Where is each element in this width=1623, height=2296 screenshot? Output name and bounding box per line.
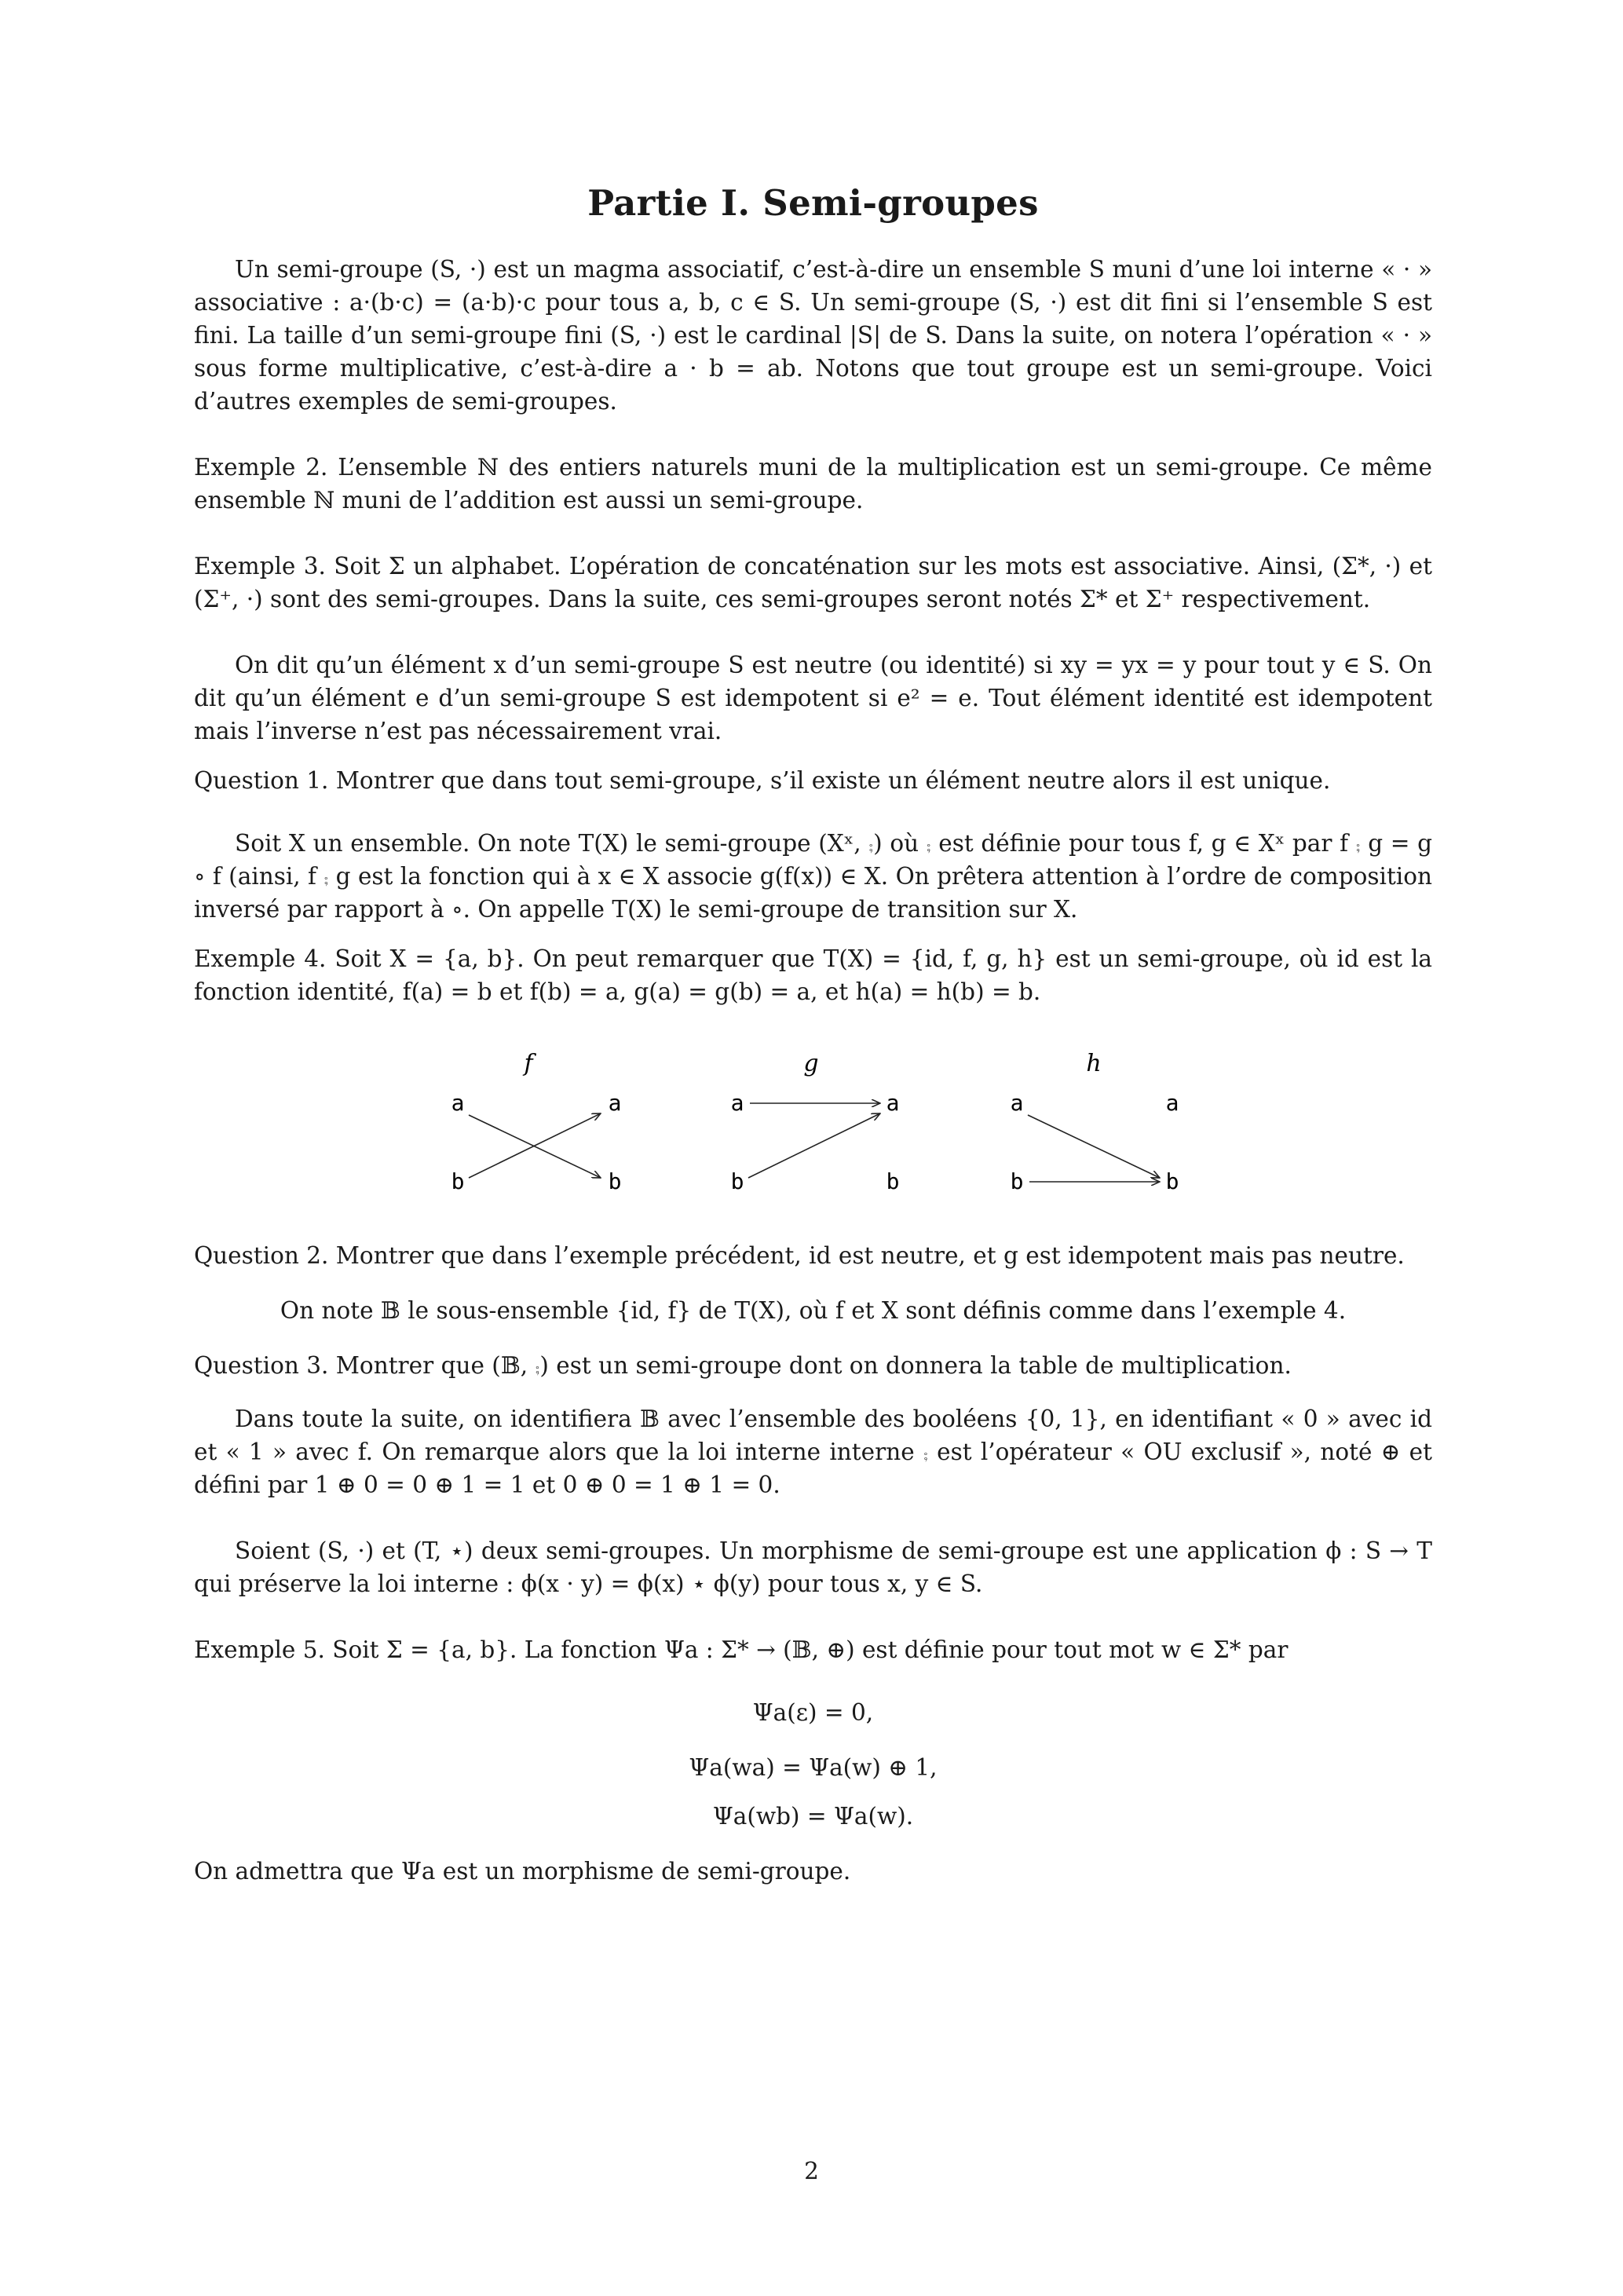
morphism-admission: On admettra que Ψa est un morphisme de semi-groupe. — [194, 1858, 851, 1885]
transition-semigroup-paragraph: Soit X un ensemble. On note T(X) le semi-groupe (Xˣ, ⨾) où ⨾ est définie pour tous f, g ∈ Xˣ par f ⨾ g = g ∘ f (ainsi, f ⨾ g est la fonction qui à x ∈ X associe g(f(x)) ∈ X. On prêtera attention à l’ordre de composition inversé par rapport à ∘. On appelle T(X) le semi-groupe de transition sur X. — [194, 830, 1432, 923]
diagram-h-node-a-left: a — [1010, 1090, 1024, 1116]
diagram-f-node-a-right: a — [608, 1090, 622, 1116]
diagram-g-node-a-left: a — [730, 1090, 744, 1116]
question-2: Question 2. Montrer que dans l’exemple précédent, id est neutre, et g est idempotent mais pas neutre. — [194, 1242, 1405, 1269]
equation-psi-epsilon: Ψa(ε) = 0, — [752, 1699, 874, 1726]
question-3: Question 3. Montrer que (𝔹, ⨾) est un semi-groupe dont on donnera la table de multiplication. — [194, 1352, 1292, 1379]
section-title: Partie I. Semi-groupes — [587, 182, 1039, 224]
example-4: Exemple 4. Soit X = {a, b}. On peut remarquer que T(X) = {id, f, g, h} est un semi-groupe, où id est la fonction identité, f(a) = b et f(b) = a, g(a) = g(b) = a, et h(a) = h(b) = b. — [194, 945, 1432, 1005]
diagram-g-node-a-right: a — [886, 1090, 900, 1116]
example-2: Exemple 2. L’ensemble ℕ des entiers naturels muni de la multiplication est un semi-groupe. Ce même ensemble ℕ muni de l’addition est aussi un semi-groupe. — [194, 454, 1432, 514]
diagram-h-node-a-right: a — [1165, 1090, 1179, 1116]
xor-paragraph: Dans toute la suite, on identifiera 𝔹 avec l’ensemble des booléens {0, 1}, en identifiant « 0 » avec id et « 1 » avec f. On remarque alors que la loi interne interne ⨾ est l’opérateur « OU exclusif », noté ⊕ et défini par 1 ⊕ 0 = 0 ⊕ 1 = 1 et 0 ⊕ 0 = 1 ⊕ 1 = 0. — [194, 1406, 1432, 1498]
page-number: 2 — [804, 2158, 819, 2184]
transition-diagrams — [194, 1036, 1432, 1209]
diagram-f-node-a-left: a — [451, 1090, 465, 1116]
neutral-idempotent-paragraph: On dit qu’un élément x d’un semi-groupe S est neutre (ou identité) si xy = yx = y pour tout y ∈ S. On dit qu’un élément e d’un semi-groupe S est idempotent si e² = e. Tout élément identité est idempotent mais l’inverse n’est pas nécessairement vrai. — [194, 652, 1432, 744]
example-5: Exemple 5. Soit Σ = {a, b}. La fonction Ψa : Σ* → (𝔹, ⊕) est définie pour tout mot w ∈ Σ* par — [194, 1636, 1289, 1663]
diagram-h-node-b-right: b — [1165, 1168, 1179, 1194]
equation-psi-wb: Ψa(wb) = Ψa(w). — [712, 1803, 914, 1830]
diagram-g-label: g — [803, 1050, 819, 1077]
question-1: Question 1. Montrer que dans tout semi-groupe, s’il existe un élément neutre alors il est unique. — [194, 767, 1331, 794]
diagram-g-node-b-left: b — [730, 1168, 744, 1194]
diagram-h-arrow-a-to-b — [1028, 1115, 1160, 1178]
example-3: Exemple 3. Soit Σ un alphabet. L’opération de concaténation sur les mots est associative. Ainsi, (Σ*, ·) et (Σ⁺, ·) sont des semi-groupes. Dans la suite, ces semi-groupes seront notés Σ* et Σ⁺ respectivement. — [194, 553, 1432, 612]
diagram-f-label: f — [524, 1050, 533, 1077]
diagram-h-label: h — [1086, 1050, 1102, 1077]
equation-psi-wa: Ψa(wa) = Ψa(w) ⊕ 1, — [689, 1754, 938, 1781]
intro-paragraph: Un semi-groupe (S, ·) est un magma associatif, c’est-à-dire un ensemble S muni d’une loi interne « · » associative : a·(b·c) = (a·b)·c pour tous a, b, c ∈ S. Un semi-groupe (S, ·) est dit fini si l’ensemble S est fini. La taille d’un semi-groupe fini (S, ·) est le cardinal |S| de S. Dans la suite, on notera l’opération « · » sous forme multiplicative, c’est-à-dire a · b = ab. Notons que tout groupe est un semi-groupe. Voici d’autres exemples de semi-groupes. — [194, 256, 1432, 415]
morphism-paragraph: Soient (S, ·) et (T, ⋆) deux semi-groupes. Un morphisme de semi-groupe est une application ϕ : S → T qui préserve la loi interne : ϕ(x · y) = ϕ(x) ⋆ ϕ(y) pour tous x, y ∈ S. — [194, 1537, 1432, 1597]
diagram-g-node-b-right: b — [886, 1168, 900, 1194]
diagram-f-node-b-right: b — [608, 1168, 622, 1194]
diagram-g-arrow-b-to-a — [748, 1113, 880, 1178]
boolean-subset-paragraph: On note 𝔹 le sous-ensemble {id, f} de T(X), où f et X sont définis comme dans l’exemple 4. — [280, 1297, 1347, 1324]
diagram-h-node-b-left: b — [1010, 1168, 1024, 1194]
diagram-f-node-b-left: b — [451, 1168, 465, 1194]
